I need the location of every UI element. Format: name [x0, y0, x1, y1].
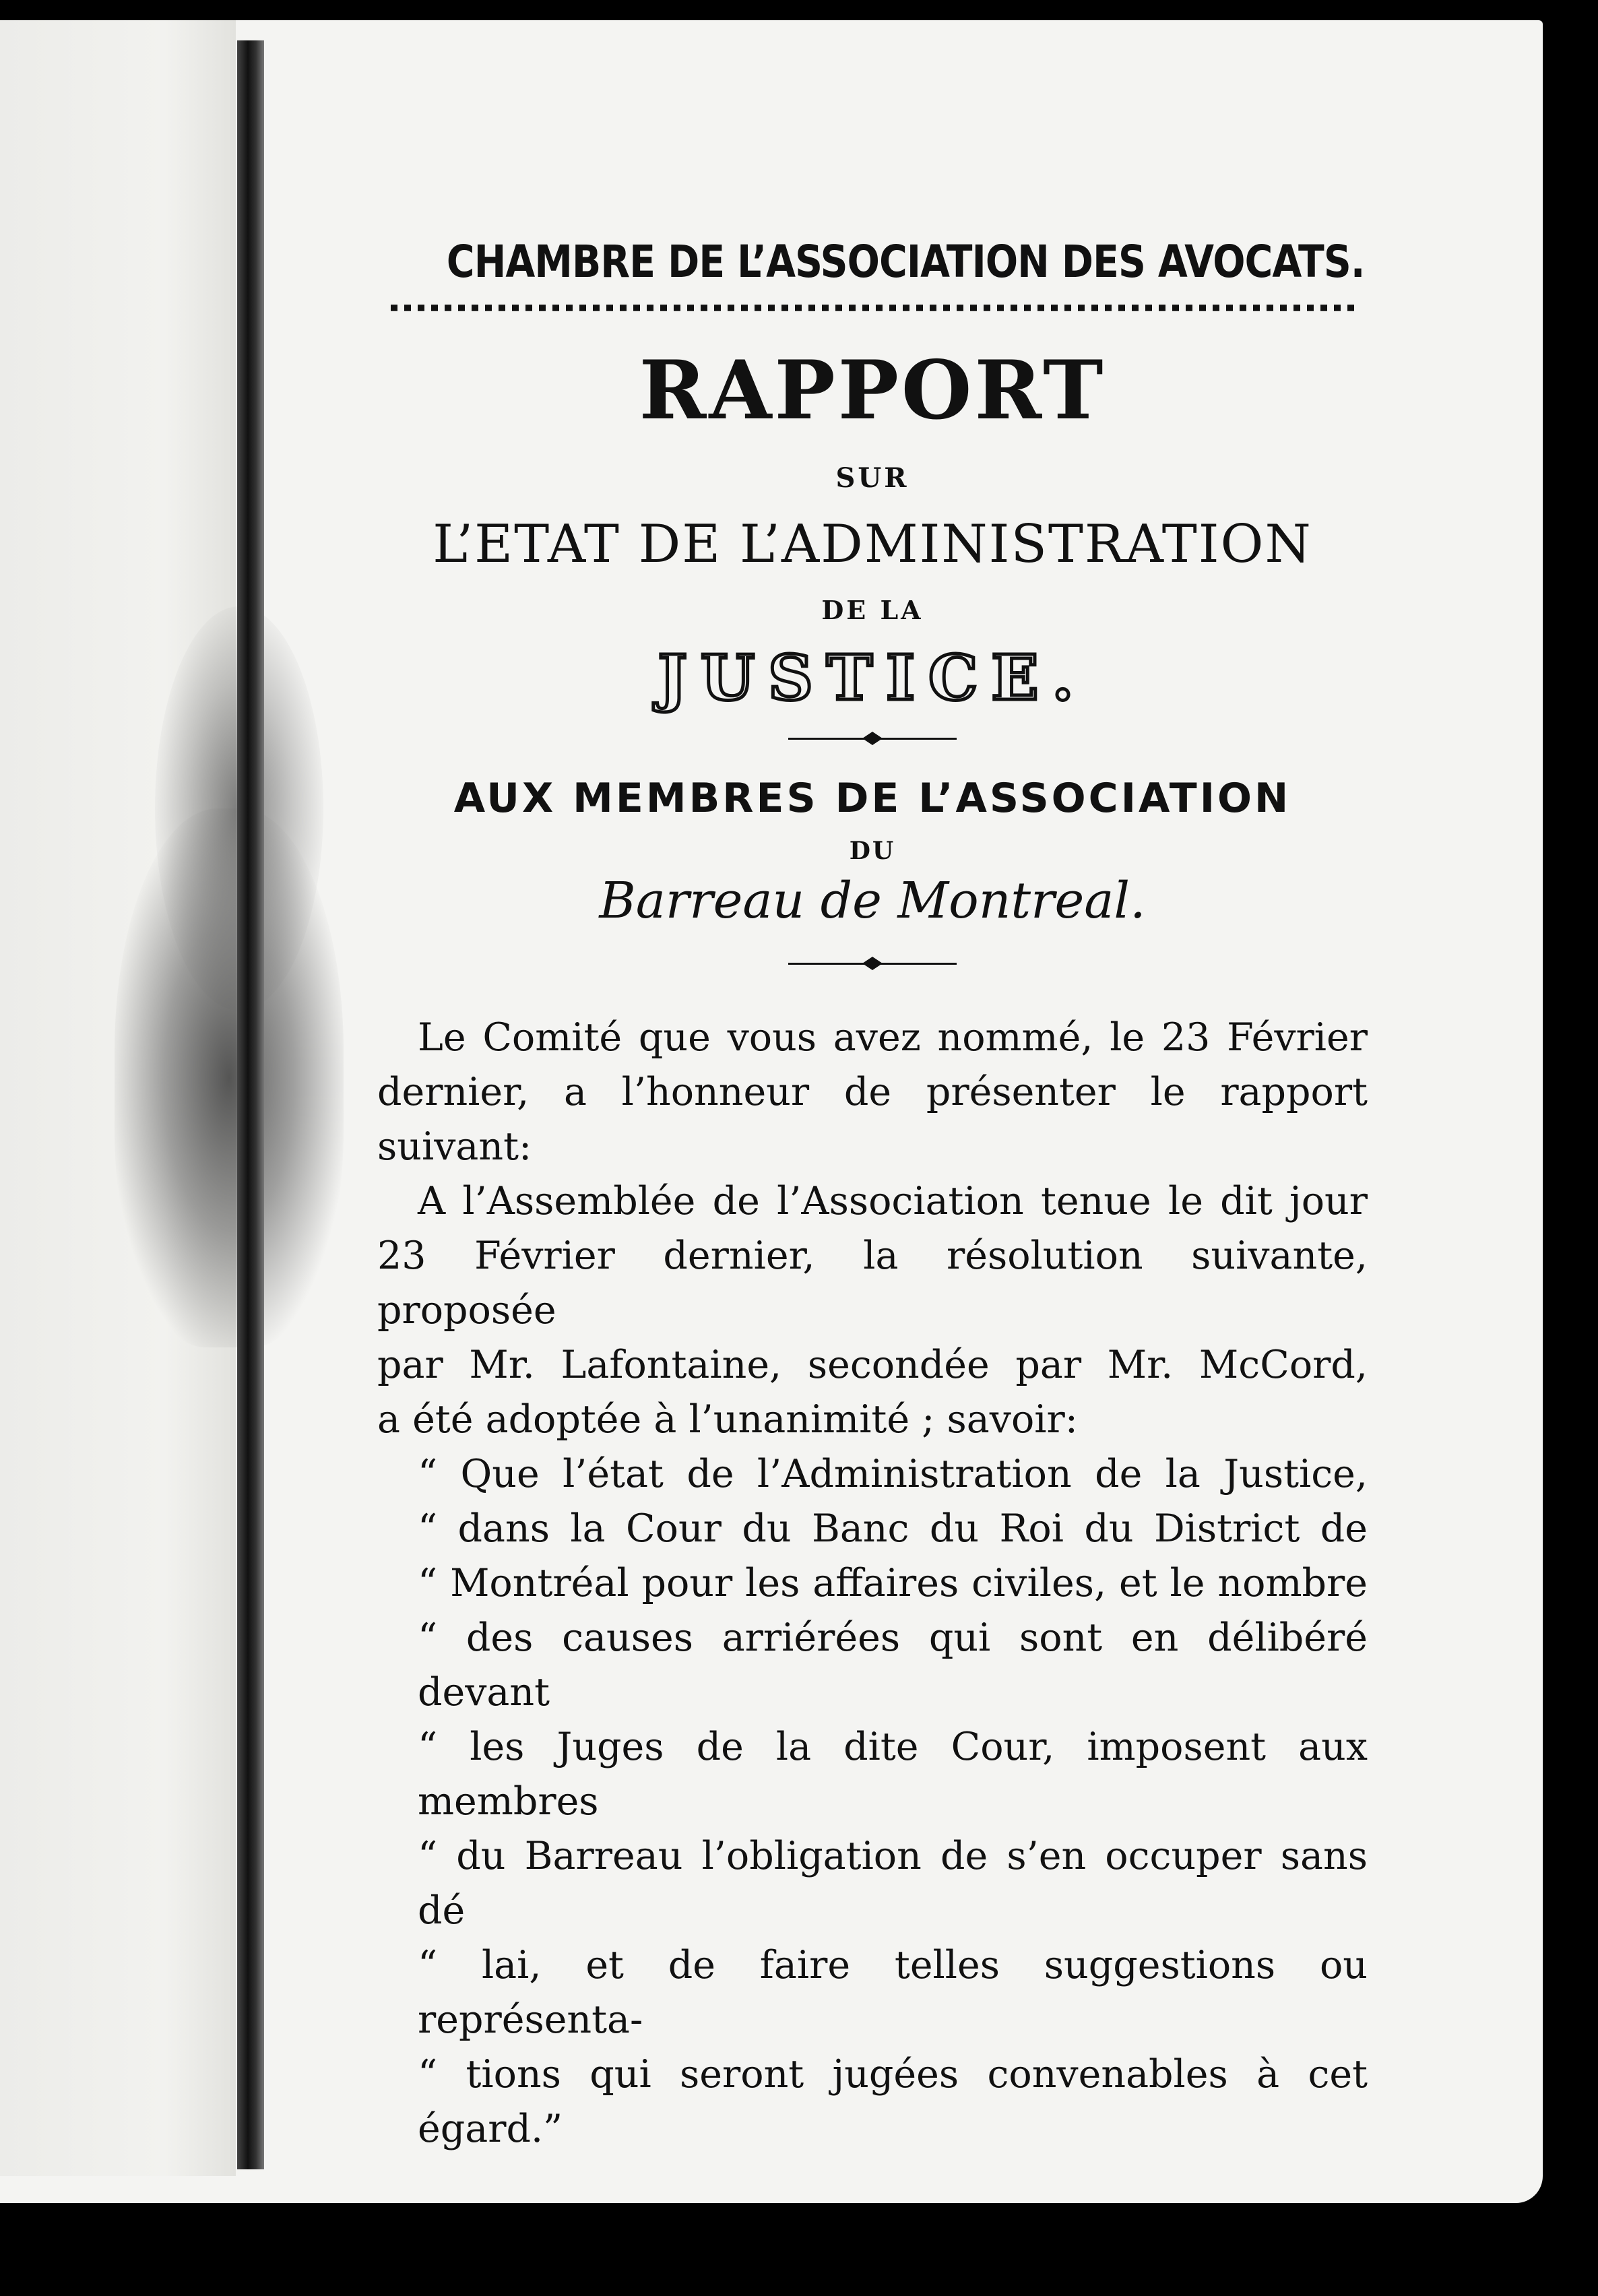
justice-heading: JUSTICE. — [658, 641, 1087, 714]
quote-line: “ Que l’état de l’Administration de la Justice, — [418, 1452, 1368, 1496]
du-label: DU — [849, 837, 896, 865]
ornament-rule-2 — [788, 957, 957, 970]
water-stain-lower — [115, 808, 344, 1347]
quote-line: “ tions qui seront jugées convenables à cet égard.” — [418, 2052, 1368, 2151]
document-title: RAPPORT — [639, 343, 1106, 438]
wavy-rule — [391, 300, 1354, 316]
quote-line: “ dans la Cour du Banc du Roi du District de — [418, 1506, 1368, 1551]
book-spine — [237, 40, 264, 2169]
body-line: par Mr. Lafontaine, secondée par Mr. McCord, — [377, 1343, 1368, 1387]
quote-line: “ les Juges de la dite Cour, imposent aux membres — [418, 1725, 1368, 1824]
body-line: Le Comité que vous avez nommé, le 23 Février — [418, 1015, 1368, 1060]
aux-membres-heading: AUX MEMBRES DE L’ASSOCIATION — [453, 775, 1291, 822]
document-content — [377, 202, 1368, 2157]
quote-line: “ lai, et de faire telles suggestions ou représenta- — [418, 1943, 1368, 2042]
de-la-label: DE LA — [821, 595, 924, 625]
barreau-heading: Barreau de Montreal. — [599, 872, 1146, 930]
quote-line: “ Montréal pour les affaires civiles, et le nombre — [418, 1561, 1368, 1605]
body-text — [377, 1011, 1368, 2157]
ornament-rule — [788, 732, 957, 745]
body-line: 23 Février dernier, la résolution suivante, proposée — [377, 1234, 1368, 1333]
quote-line: “ des causes arriérées qui sont en délibéré devant — [418, 1616, 1368, 1715]
sur-label: SUR — [835, 462, 909, 494]
body-line: A l’Assemblée de l’Association tenue le dit jour — [418, 1179, 1368, 1223]
chambre-heading: CHAMBRE DE L’ASSOCIATION DES AVOCATS. — [446, 236, 1365, 288]
body-line: a été adoptée à l’unanimité ; savoir: — [377, 1397, 1078, 1442]
quote-line: “ du Barreau l’obligation de s’en occuper sans dé — [418, 1834, 1368, 1933]
body-line: dernier, a l’honneur de présenter le rapport suivant: — [377, 1070, 1368, 1169]
document-subtitle: L’ETAT DE L’ADMINISTRATION — [433, 514, 1312, 575]
